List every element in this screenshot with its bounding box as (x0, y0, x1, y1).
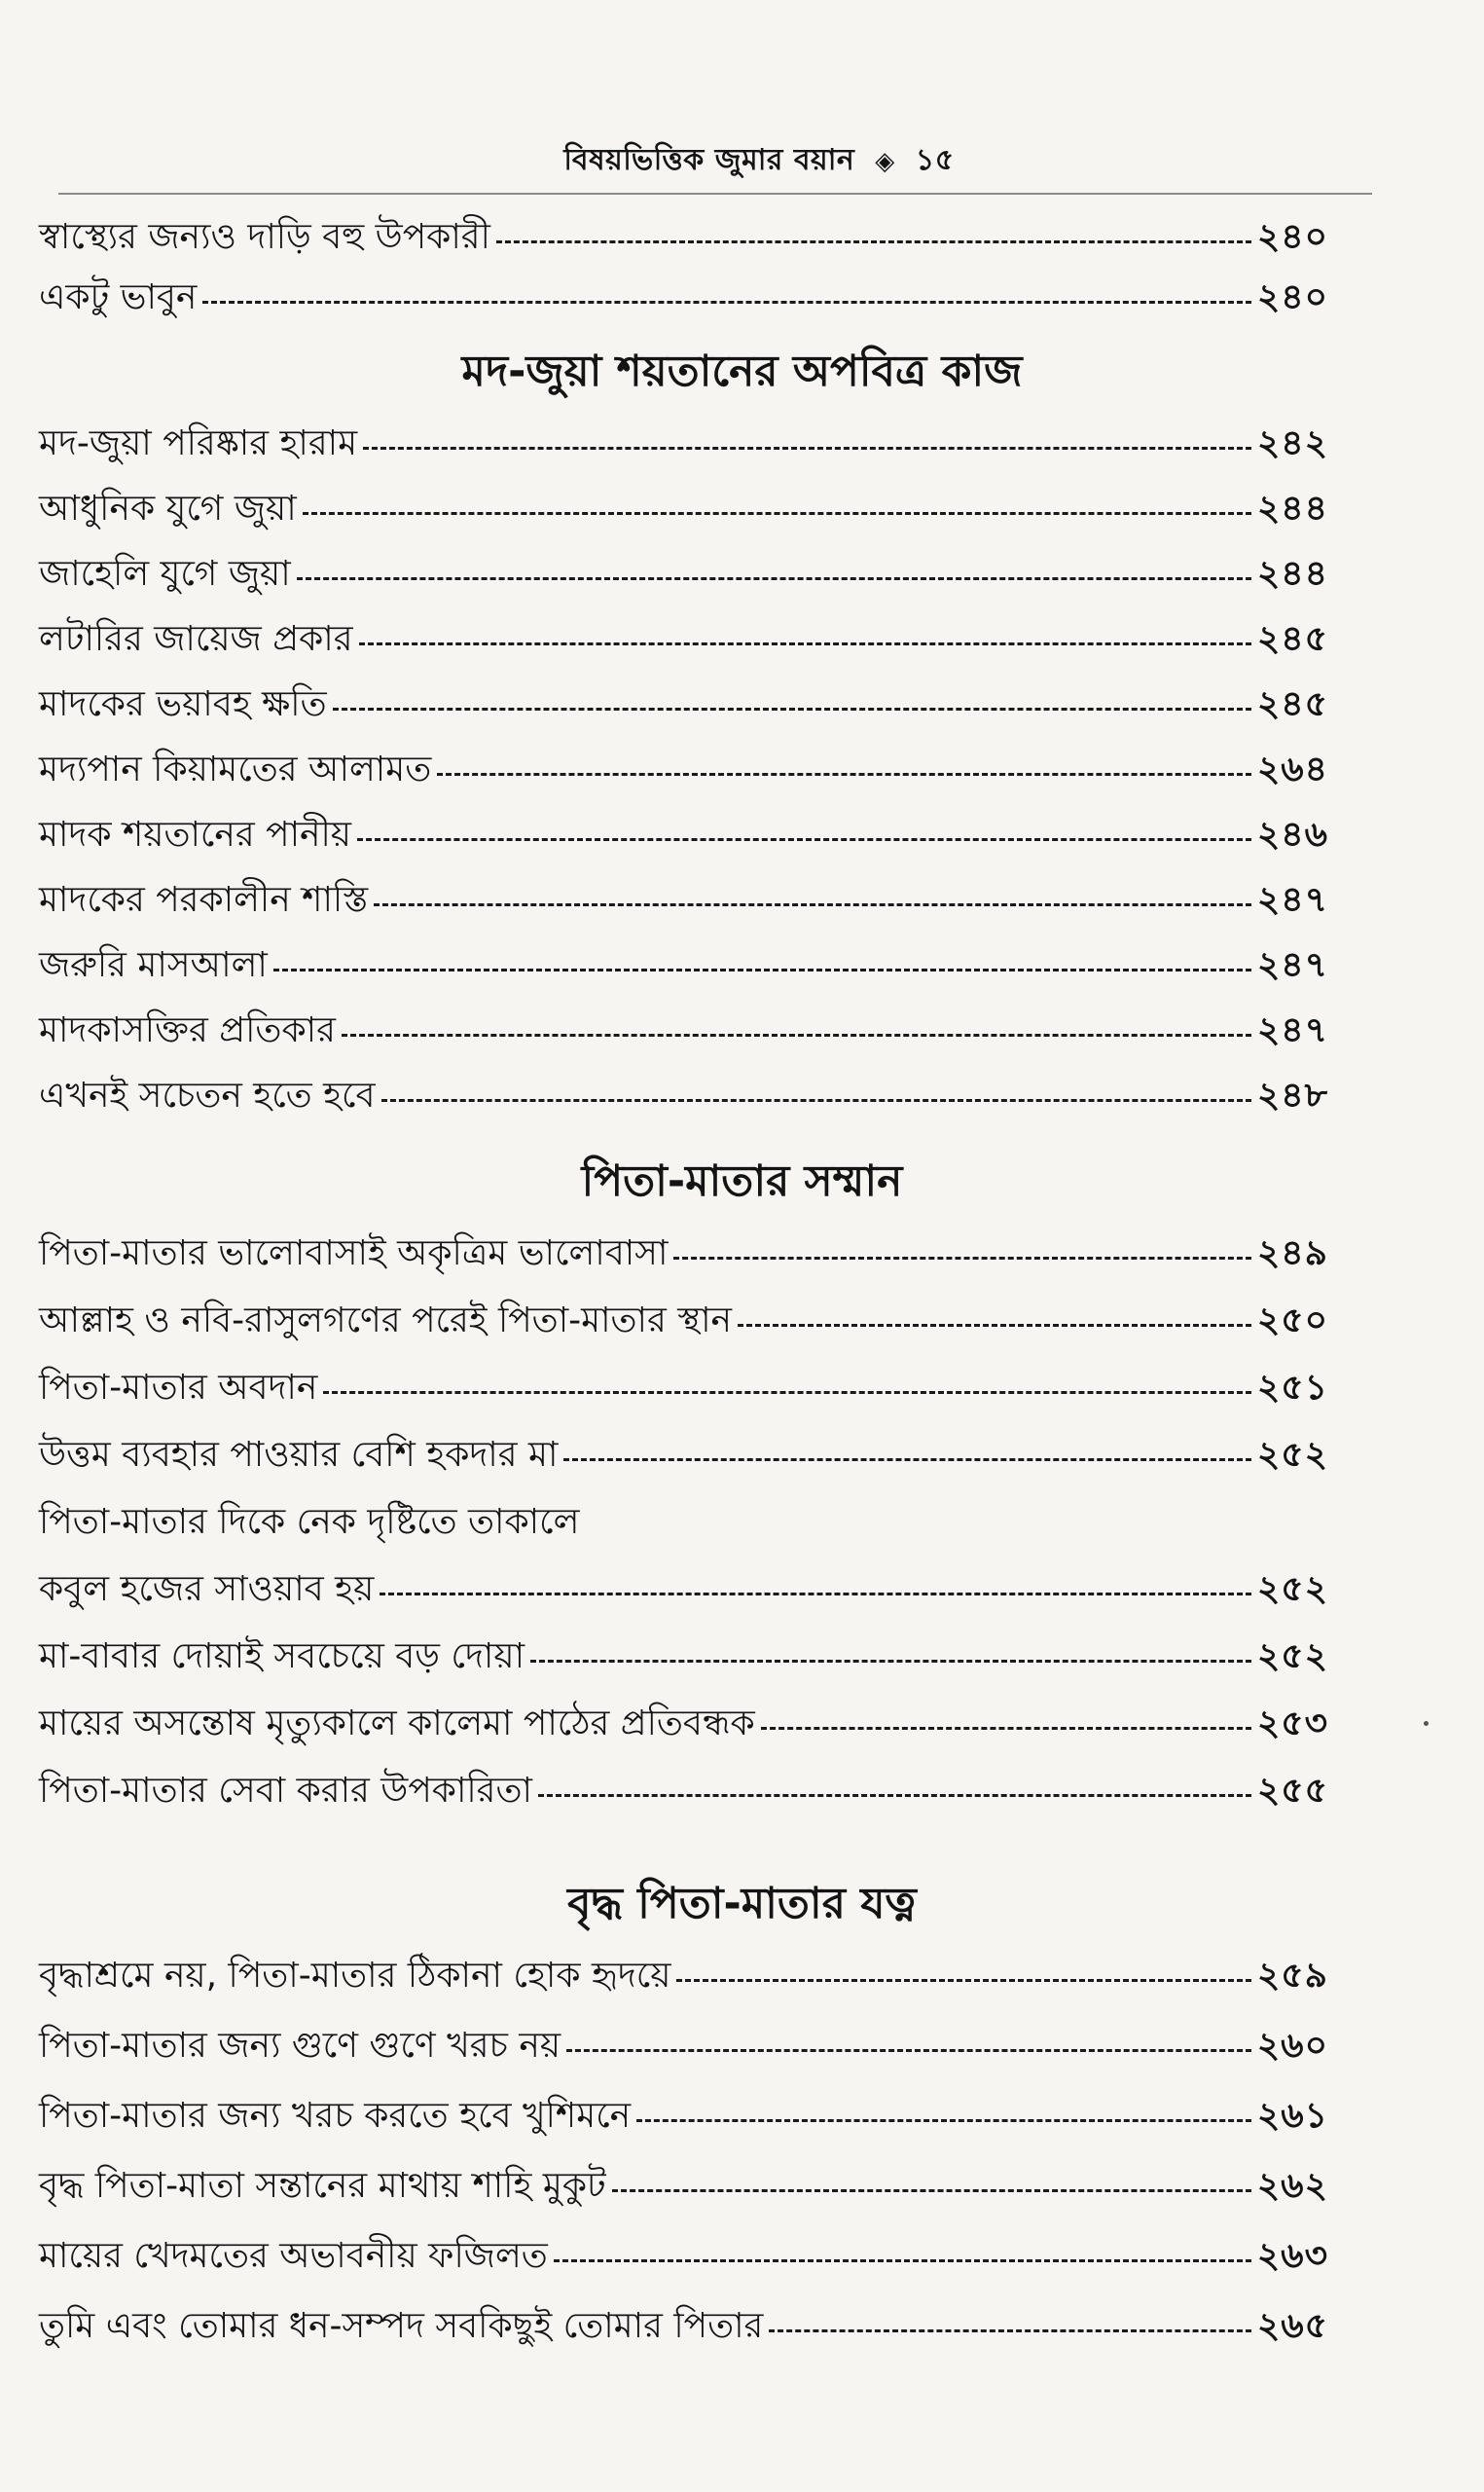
entry-title: বৃদ্ধ পিতা-মাতা সন্তানের মাথায় শাহি মুকুট (39, 2166, 606, 2206)
entry-page: ২৫২ (1256, 1636, 1328, 1676)
entry-page: ২৬৫ (1256, 2306, 1328, 2346)
dot-leader (359, 642, 1251, 645)
entry-page: ২৪৪ (1256, 554, 1328, 594)
entry-page: ২৫১ (1256, 1368, 1328, 1408)
toc-entry (39, 679, 1328, 730)
entry-title: লটারির জায়েজ প্রকার (39, 619, 353, 659)
diamond-icon: ◈ (875, 147, 895, 176)
entry-page: ২৪৭ (1256, 945, 1328, 985)
toc-entry (39, 484, 1328, 534)
toc-entry (39, 1363, 1328, 1413)
toc-entry (39, 1564, 1328, 1615)
entry-page: ২৫৩ (1256, 1704, 1328, 1743)
entry-title: পিতা-মাতার জন্য খরচ করতে হবে খুশিমনে (39, 2096, 632, 2136)
toc-entry (39, 875, 1328, 926)
entry-page: ২৫৯ (1256, 1956, 1328, 1996)
toc-entry (39, 1006, 1328, 1056)
toc-entry (39, 810, 1328, 861)
entry-page: ২৪৪ (1256, 489, 1328, 529)
toc-entry (39, 1497, 1328, 1548)
dot-leader (554, 2259, 1251, 2262)
entry-page: ২৫৫ (1256, 1771, 1328, 1811)
entry-page: ২৪৭ (1256, 1010, 1328, 1050)
dot-leader (303, 512, 1251, 515)
entry-title: স্বাস্থ্যের জন্যও দাড়ি বহু উপকারী (39, 217, 490, 257)
toc-entry (39, 1766, 1328, 1816)
toc-entry (39, 273, 1328, 323)
dot-leader (530, 1660, 1251, 1663)
dot-leader (437, 773, 1251, 776)
entry-title: পিতা-মাতার জন্য গুণে গুণে খরচ নয় (39, 2026, 561, 2066)
toc-entry (39, 2021, 1328, 2071)
toc-entry (39, 2231, 1328, 2282)
dot-leader (676, 1979, 1250, 1982)
entry-page: ২৫২ (1256, 1569, 1328, 1609)
dot-leader (538, 1794, 1251, 1797)
dot-leader (761, 1727, 1251, 1730)
book-title: বিষয়ভিত্তিক জুমার বয়ান (563, 143, 855, 177)
dot-leader (374, 903, 1251, 906)
dot-leader (381, 1099, 1251, 1102)
entry-title: পিতা-মাতার অবদান (39, 1368, 318, 1408)
toc-entry (39, 1430, 1328, 1481)
section-heading: বৃদ্ধ পিতা-মাতার যত্ন (567, 1879, 917, 1928)
section-heading: মদ-জুয়া শয়তানের অপবিত্র কাজ (461, 347, 1023, 396)
entry-page: ২৬৪ (1256, 750, 1328, 789)
entry-title: আধুনিক যুগে জুয়া (39, 489, 297, 529)
entry-title: জরুরি মাসআলা (39, 945, 268, 985)
entry-title: বৃদ্ধাশ্রমে নয়, পিতা-মাতার ঠিকানা হোক হৃদয়ে (39, 1956, 671, 1996)
entry-page: ২৪২ (1256, 423, 1328, 463)
dot-leader (357, 838, 1251, 841)
dot-leader (769, 2329, 1250, 2332)
entry-page: ২৬৩ (1256, 2236, 1328, 2276)
entry-title: মাদক শয়তানের পানীয় (39, 815, 351, 855)
entry-page: ২৪৬ (1256, 815, 1328, 855)
toc-entry (39, 549, 1328, 600)
dot-leader (297, 577, 1251, 580)
entry-title: এখনই সচেতন হতে হবে (39, 1076, 376, 1116)
entry-title: পিতা-মাতার সেবা করার উপকারিতা (39, 1771, 532, 1811)
entry-page: ২৪৫ (1256, 684, 1328, 724)
running-head (457, 136, 1061, 186)
entry-title: মাদকাসক্তির প্রতিকার (39, 1010, 336, 1050)
section-heading: পিতা-মাতার সম্মান (581, 1156, 903, 1206)
entry-title: জাহেলি যুগে জুয়া (39, 554, 291, 594)
dot-leader (563, 1458, 1250, 1461)
entry-page: ২৪৫ (1256, 619, 1328, 659)
toc-entry (39, 940, 1328, 991)
entry-page: ২৬১ (1256, 2096, 1328, 2136)
entry-page: ২৪৮ (1256, 1076, 1328, 1116)
dot-leader (323, 1391, 1251, 1394)
entry-title: মাদকের পরকালীন শাস্তি (39, 880, 369, 920)
dot-leader (202, 301, 1250, 304)
entry-title: মা-বাবার দোয়াই সবচেয়ে বড় দোয়া (39, 1636, 525, 1676)
dot-leader (636, 2119, 1251, 2122)
entry-page: ২৫২ (1256, 1435, 1328, 1475)
toc-entry (39, 1296, 1328, 1346)
header-rule (58, 193, 1372, 195)
entry-title: মদ-জুয়া পরিষ্কার হারাম (39, 423, 358, 463)
toc-entry (39, 1228, 1328, 1279)
margin-speck (1424, 1721, 1429, 1726)
toc-entry (39, 1071, 1328, 1121)
dot-leader (496, 240, 1251, 243)
toc-entry (39, 1951, 1328, 2001)
entry-title: পিতা-মাতার দিকে নেক দৃষ্টিতে তাকালে (39, 1502, 580, 1542)
toc-entry (39, 2161, 1328, 2212)
entry-title: আল্লাহ ও নবি-রাসুলগণের পরেই পিতা-মাতার স্থান (39, 1301, 733, 1340)
dot-leader (380, 1593, 1251, 1595)
entry-page: ২৪০ (1256, 217, 1328, 257)
header-page-number: ১৫ (915, 143, 955, 177)
toc-entry (39, 1699, 1328, 1749)
toc-entry (39, 745, 1328, 795)
entry-page: ২৬০ (1256, 2026, 1328, 2066)
toc-entry (39, 614, 1328, 665)
entry-title: পিতা-মাতার ভালোবাসাই অকৃত্রিম ভালোবাসা (39, 1233, 669, 1273)
toc-entry (39, 1631, 1328, 1682)
entry-title: একটু ভাবুন (39, 277, 198, 317)
entry-title: তুমি এবং তোমার ধন-সম্পদ সবকিছুই তোমার পিতার (39, 2306, 764, 2346)
entry-page: ২৬২ (1256, 2166, 1328, 2206)
entry-title: উত্তম ব্যবহার পাওয়ার বেশি হকদার মা (39, 1435, 559, 1475)
toc-entry (39, 2301, 1328, 2352)
toc-entry (39, 2091, 1328, 2142)
entry-title: মাদকের ভয়াবহ ক্ষতি (39, 684, 327, 724)
dot-leader (342, 1034, 1251, 1037)
entry-page: ২৪০ (1256, 277, 1328, 317)
toc-entry (39, 212, 1328, 263)
dot-leader (333, 708, 1251, 711)
dot-leader (566, 2049, 1251, 2052)
dot-leader (738, 1324, 1251, 1327)
entry-page: ২৪৯ (1256, 1233, 1328, 1273)
dot-leader (273, 969, 1251, 971)
entry-title: মায়ের খেদমতের অভাবনীয় ফজিলত (39, 2236, 548, 2276)
entry-title: কবুল হজের সাওয়াব হয় (39, 1569, 375, 1609)
entry-title: মায়ের অসন্তোষ মৃত্যুকালে কালেমা পাঠের প্রতিবন্ধক (39, 1704, 755, 1743)
dot-leader (612, 2189, 1251, 2192)
toc-entry (39, 419, 1328, 469)
entry-title: মদ্যপান কিয়ামতের আলামত (39, 750, 432, 789)
entry-page: ২৪৭ (1256, 880, 1328, 920)
entry-page: ২৫০ (1256, 1301, 1328, 1340)
dot-leader (673, 1257, 1250, 1260)
dot-leader (363, 447, 1251, 450)
